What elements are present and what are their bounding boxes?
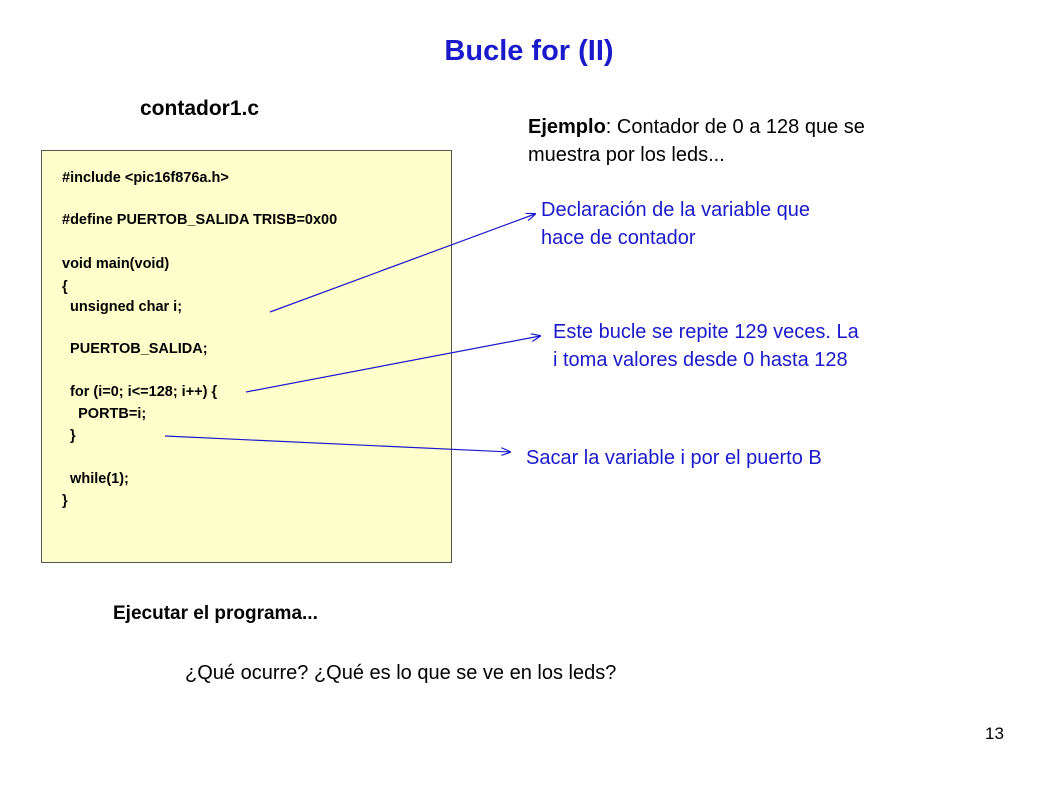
code-line: } [62, 493, 68, 509]
code-line: unsigned char i; [62, 299, 183, 315]
annotation-output: Sacar la variable i por el puerto B [526, 447, 822, 469]
code-line: PORTB=i; [62, 406, 147, 422]
page-number: 13 [985, 724, 1004, 743]
code-line: while(1); [62, 471, 129, 487]
annotation-declaration-line-1: Declaración de la variable que [541, 199, 811, 221]
slide-title: Bucle for (II) [444, 35, 614, 67]
annotation-declaration-line-2: hace de contador [541, 227, 696, 249]
example-line-2: muestra por los leds... [528, 144, 725, 166]
code-line: } [62, 428, 76, 444]
annotation-loop-line-1: Este bucle se repite 129 veces. La [553, 321, 859, 343]
annotation-loop-line-2: i toma valores desde 0 hasta 128 [553, 349, 848, 371]
arrow-declaration [270, 214, 535, 312]
code-line: PUERTOB_SALIDA; [62, 341, 208, 357]
run-instruction: Ejecutar el programa... [113, 603, 318, 624]
code-line: void main(void) [62, 256, 170, 272]
code-filename: contador1.c [140, 97, 260, 120]
example-text-1: : Contador de 0 a 128 que se [605, 116, 865, 138]
arrow-output [165, 436, 510, 452]
code-line: #define PUERTOB_SALIDA TRISB=0x00 [62, 212, 338, 228]
example-label: Ejemplo [528, 116, 606, 138]
code-line: { [62, 279, 68, 295]
question-text: ¿Qué ocurre? ¿Qué es lo que se ve en los leds? [185, 662, 617, 684]
code-line: #include <pic16f876a.h> [62, 170, 229, 186]
code-line: for (i=0; i<=128; i++) { [62, 384, 218, 400]
arrow-loop [246, 336, 540, 392]
